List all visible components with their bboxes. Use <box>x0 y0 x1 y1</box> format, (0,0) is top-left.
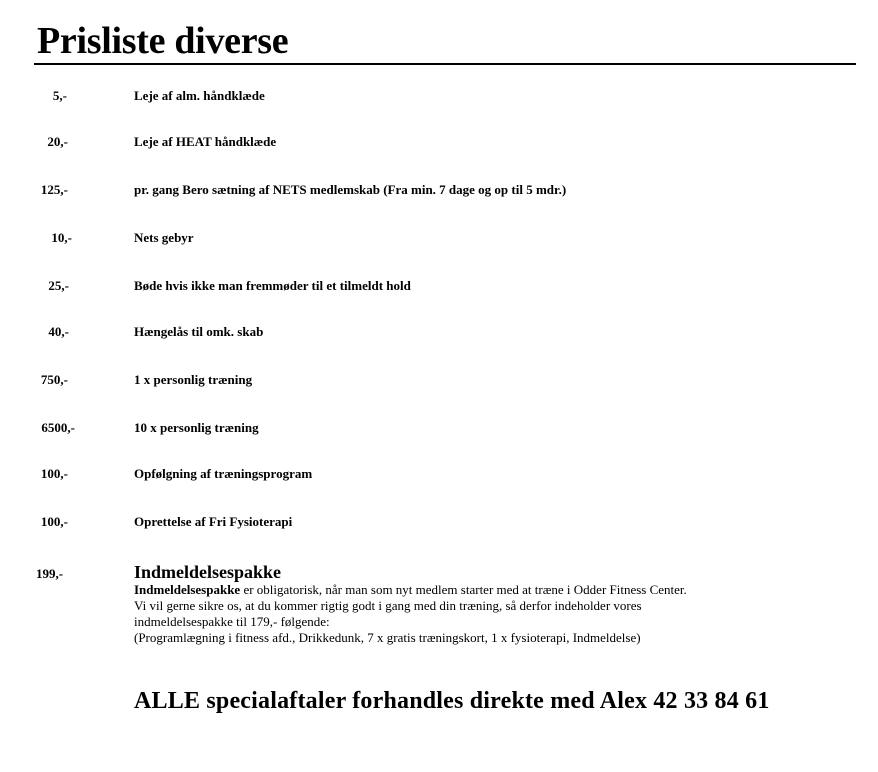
price-row <box>0 86 878 106</box>
package-block <box>134 562 834 646</box>
price-description: Leje af alm. håndklæde <box>134 88 265 103</box>
package-bold-lead: Indmeldelsespakke <box>134 582 241 597</box>
price-description: Opfølgning af træningsprogram <box>134 466 313 481</box>
price-description: 10 x personlig træning <box>134 420 259 435</box>
package-price: 199,- <box>36 566 64 581</box>
price-row <box>0 132 878 152</box>
package-description <box>134 582 834 646</box>
package-line: indmeldelsespakke til 179,- følgende: <box>134 614 330 629</box>
price-value: 6500,- <box>41 420 75 435</box>
price-description: Leje af HEAT håndklæde <box>134 134 277 149</box>
special-agreements-note: ALLE specialaftaler forhandles direkte med Alex 42 33 84 61 <box>134 688 770 714</box>
price-value: 750,- <box>40 372 68 387</box>
package-line: (Programlægning i fitness afd., Drikkedunk, 7 x gratis træningskort, 1 x fysioterapi, Indmeldelse) <box>134 630 641 645</box>
price-value: 5,- <box>52 88 67 103</box>
price-row <box>0 228 878 248</box>
package-line-text: er obligatorisk, når man som nyt medlem starter med at træne i Odder Fitness Center. <box>240 582 687 597</box>
price-description: Oprettelse af Fri Fysioterapi <box>134 514 293 529</box>
price-row <box>0 322 878 342</box>
price-description: Hængelås til omk. skab <box>134 324 264 339</box>
price-value: 20,- <box>47 134 68 149</box>
price-value: 40,- <box>48 324 69 339</box>
page-title: Prisliste diverse <box>37 20 289 62</box>
price-description: pr. gang Bero sætning af NETS medlemskab (Fra min. 7 dage og op til 5 mdr.) <box>134 182 567 197</box>
title-divider <box>34 63 856 65</box>
price-value: 10,- <box>51 230 72 245</box>
price-value: 100,- <box>40 514 68 529</box>
price-value: 125,- <box>40 182 68 197</box>
package-title: Indmeldelsespakke <box>134 562 282 582</box>
price-row <box>0 464 878 484</box>
price-value: 100,- <box>40 466 68 481</box>
price-row <box>0 180 878 200</box>
package-line: Vi vil gerne sikre os, at du kommer rigtig godt i gang med din træning, så derfor indeholder vores <box>134 598 642 613</box>
price-row <box>0 418 878 438</box>
price-row <box>0 512 878 532</box>
price-description: 1 x personlig træning <box>134 372 253 387</box>
price-value: 25,- <box>48 278 69 293</box>
price-row <box>0 370 878 390</box>
package-line <box>134 582 834 598</box>
price-description: Nets gebyr <box>134 230 194 245</box>
price-description: Bøde hvis ikke man fremmøder til et tilmeldt hold <box>134 278 411 293</box>
price-row <box>0 276 878 296</box>
